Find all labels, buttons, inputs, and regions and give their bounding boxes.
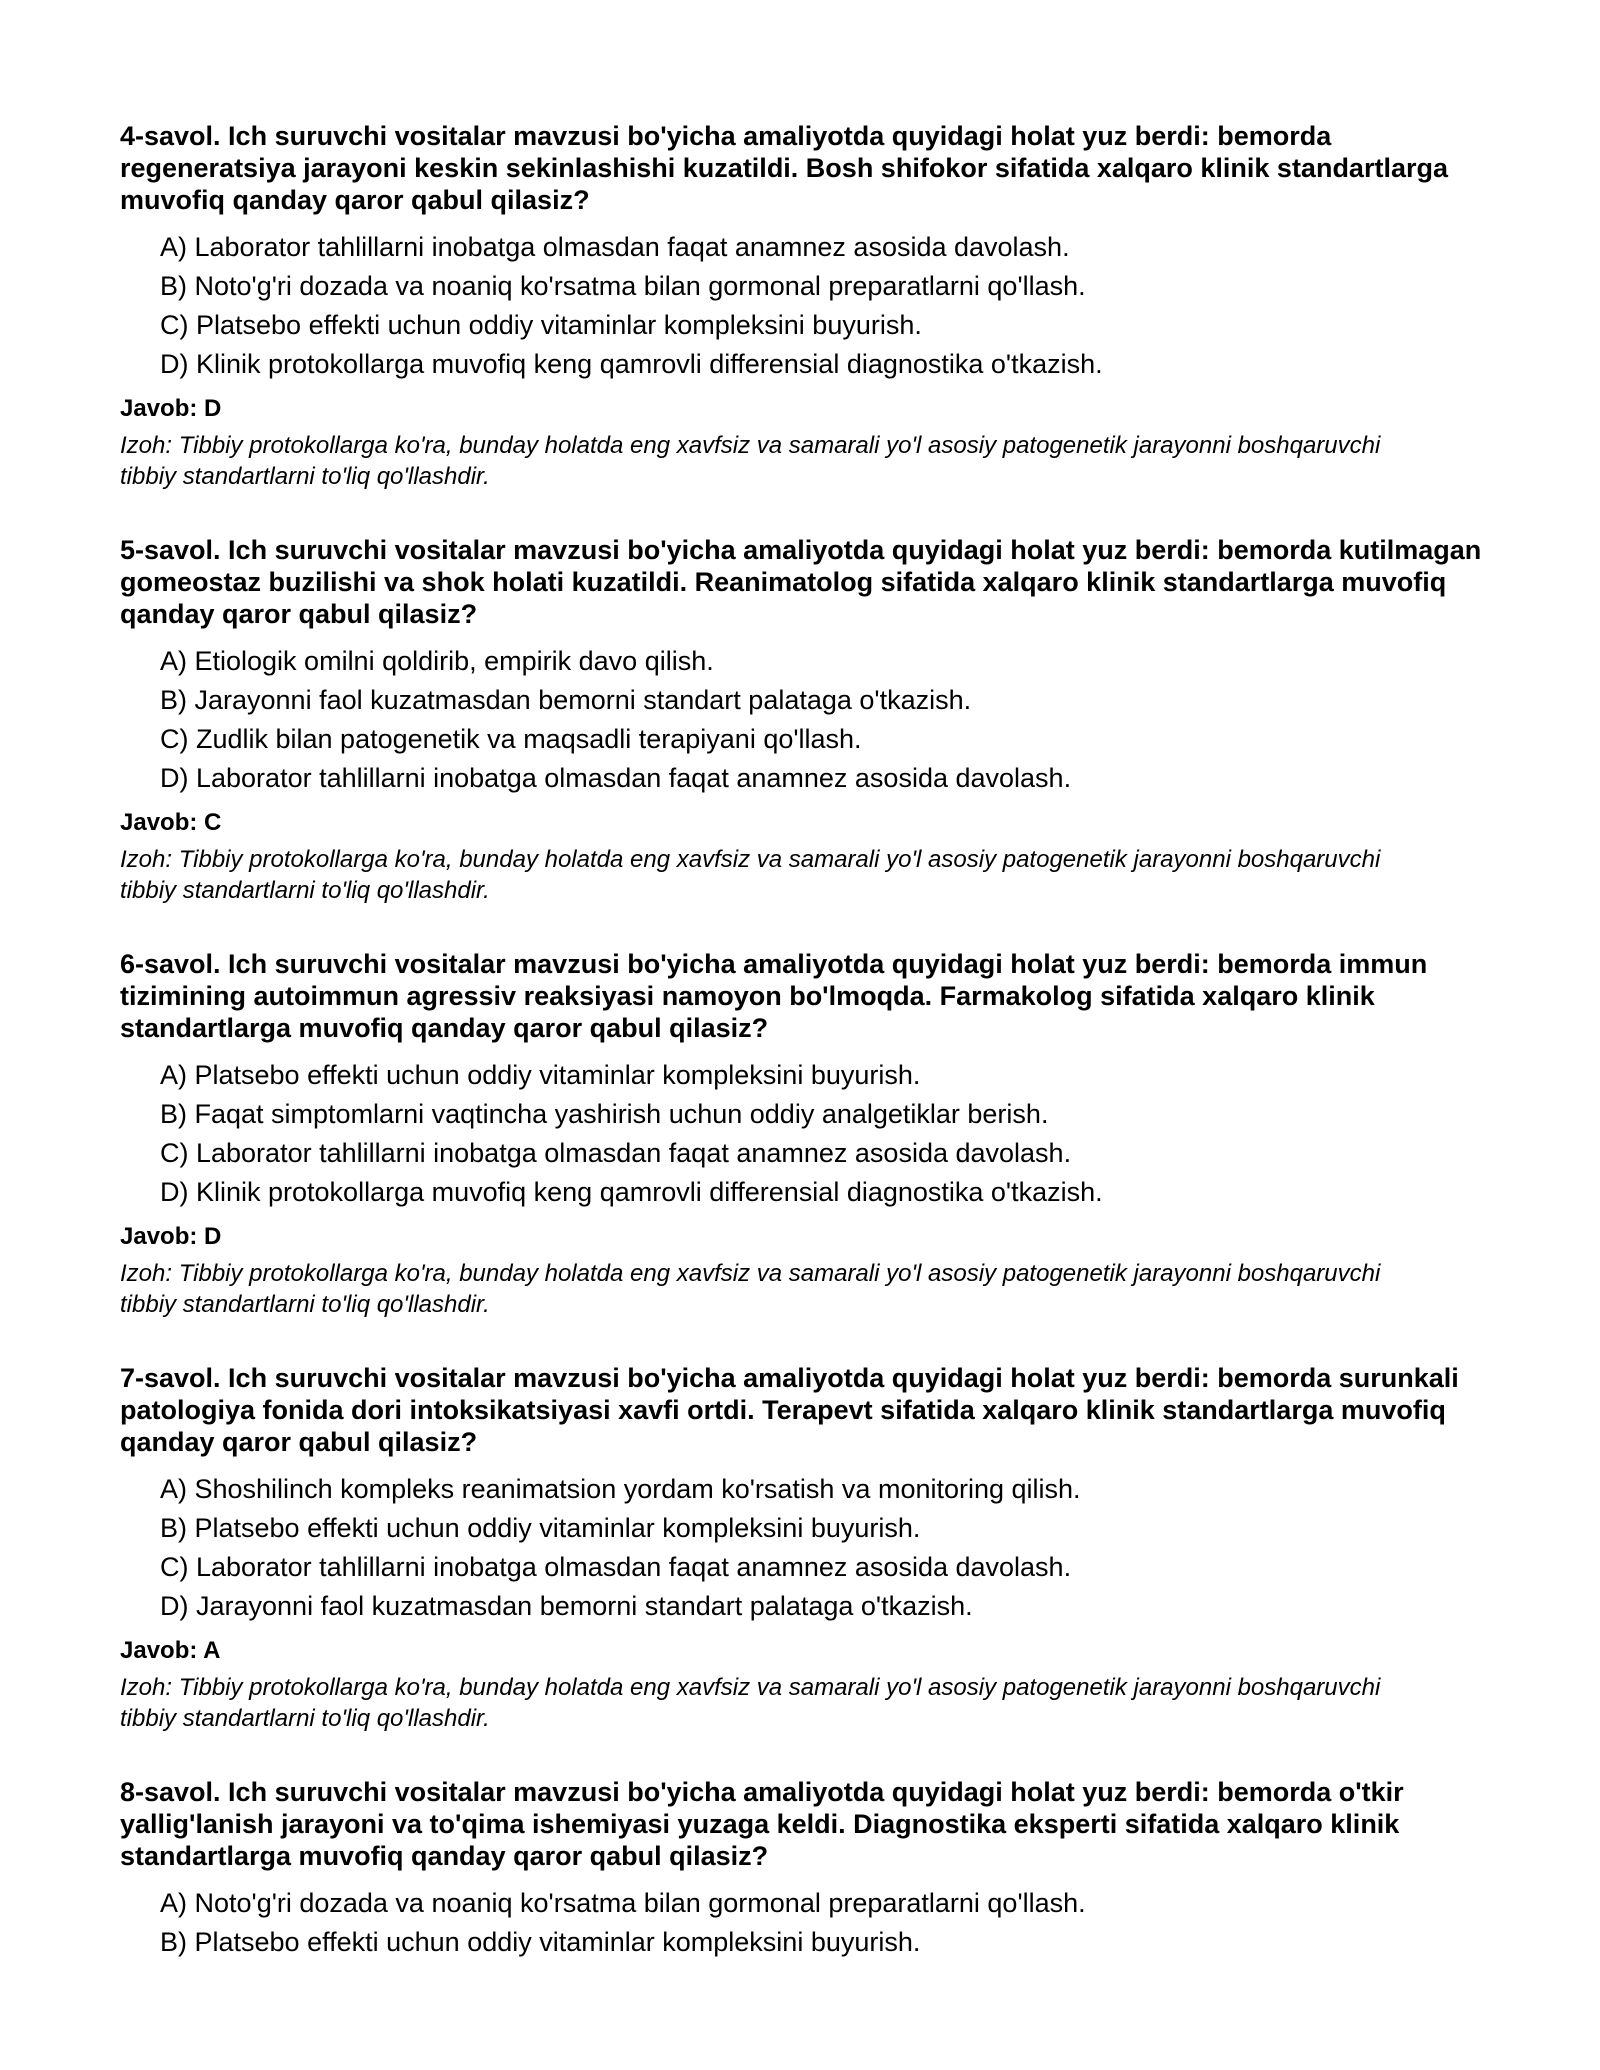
option-c: C) Laborator tahlillarni inobatga olmasdan faqat anamnez asosida davolash. bbox=[160, 1138, 1072, 1168]
option-b: B) Platsebo effekti uchun oddiy vitaminlar kompleksini buyurish. bbox=[160, 1513, 921, 1543]
options-list bbox=[120, 1056, 1480, 1212]
option-b: B) Faqat simptomlarni vaqtincha yashirish uchun oddiy analgetiklar berish. bbox=[160, 1099, 1049, 1129]
answer-label: Javob: D bbox=[120, 395, 222, 422]
question-text: 4-savol. Ich suruvchi vositalar mavzusi bo'yicha amaliyotda quyidagi holat yuz berdi: bemorda regeneratsiya jarayoni keskin sekinlashishi kuzatildi. Bosh shifokor sifatida xalqaro klinik standartlarga muvofiq qanday qaror qabul qilasiz? bbox=[120, 121, 1448, 215]
option-a: A) Shoshilinch kompleks reanimatsion yordam ko'rsatish va monitoring qilish. bbox=[160, 1474, 1081, 1504]
answer-label: Javob: D bbox=[120, 1223, 222, 1250]
options-list bbox=[120, 642, 1480, 798]
option-c: C) Laborator tahlillarni inobatga olmasdan faqat anamnez asosida davolash. bbox=[160, 1552, 1072, 1582]
options-list bbox=[120, 1884, 1480, 1962]
question-5 bbox=[120, 534, 1480, 906]
explanation-note: Izoh: Tibbiy protokollarga ko'ra, bunday holatda eng xavfsiz va samarali yo'l asosiy patogenetik jarayonni boshqaruvchi tibbiy standartlarni to'liq qo'llashdir. bbox=[120, 432, 1381, 490]
options-list bbox=[120, 1470, 1480, 1626]
question-text: 7-savol. Ich suruvchi vositalar mavzusi bo'yicha amaliyotda quyidagi holat yuz berdi: bemorda surunkali patologiya fonida dori intoksikatsiyasi xavfi ortdi. Terapevt sifatida xalqaro klinik standartlarga muvofiq qanday qaror qabul qilasiz? bbox=[120, 1363, 1459, 1457]
question-text: 8-savol. Ich suruvchi vositalar mavzusi bo'yicha amaliyotda quyidagi holat yuz berdi: bemorda o'tkir yallig'lanish jarayoni va to'qima ishemiyasi yuzaga keldi. Diagnostika eksperti sifatida xalqaro klinik standartlarga muvofiq qanday qaror qabul qilasiz? bbox=[120, 1777, 1404, 1871]
answer-label: Javob: A bbox=[120, 1637, 221, 1664]
question-4 bbox=[120, 120, 1480, 492]
question-text: 6-savol. Ich suruvchi vositalar mavzusi bo'yicha amaliyotda quyidagi holat yuz berdi: bemorda immun tizimining autoimmun agressiv reaksiyasi namoyon bo'lmoqda. Farmakolog sifatida xalqaro klinik standartlarga muvofiq qanday qaror qabul qilasiz? bbox=[120, 949, 1428, 1043]
option-b: B) Jarayonni faol kuzatmasdan bemorni standart palataga o'tkazish. bbox=[160, 685, 972, 715]
option-b: B) Platsebo effekti uchun oddiy vitaminlar kompleksini buyurish. bbox=[160, 1927, 921, 1957]
explanation-note: Izoh: Tibbiy protokollarga ko'ra, bunday holatda eng xavfsiz va samarali yo'l asosiy patogenetik jarayonni boshqaruvchi tibbiy standartlarni to'liq qo'llashdir. bbox=[120, 1260, 1381, 1318]
options-list bbox=[120, 228, 1480, 384]
answer-label: Javob: C bbox=[120, 809, 222, 836]
question-7 bbox=[120, 1362, 1480, 1734]
option-a: A) Etiologik omilni qoldirib, empirik davo qilish. bbox=[160, 646, 714, 676]
option-b: B) Noto'g'ri dozada va noaniq ko'rsatma bilan gormonal preparatlarni qo'llash. bbox=[160, 271, 1086, 301]
option-d: D) Klinik protokollarga muvofiq keng qamrovli differensial diagnostika o'tkazish. bbox=[160, 349, 1103, 379]
explanation-note: Izoh: Tibbiy protokollarga ko'ra, bunday holatda eng xavfsiz va samarali yo'l asosiy patogenetik jarayonni boshqaruvchi tibbiy standartlarni to'liq qo'llashdir. bbox=[120, 1674, 1381, 1732]
option-d: D) Laborator tahlillarni inobatga olmasdan faqat anamnez asosida davolash. bbox=[160, 763, 1072, 793]
option-a: A) Platsebo effekti uchun oddiy vitaminlar kompleksini buyurish. bbox=[160, 1060, 921, 1090]
explanation-note: Izoh: Tibbiy protokollarga ko'ra, bunday holatda eng xavfsiz va samarali yo'l asosiy patogenetik jarayonni boshqaruvchi tibbiy standartlarni to'liq qo'llashdir. bbox=[120, 846, 1381, 904]
option-d: D) Klinik protokollarga muvofiq keng qamrovli differensial diagnostika o'tkazish. bbox=[160, 1177, 1103, 1207]
option-a: A) Laborator tahlillarni inobatga olmasdan faqat anamnez asosida davolash. bbox=[160, 232, 1070, 262]
question-8 bbox=[120, 1776, 1480, 1962]
option-d: D) Jarayonni faol kuzatmasdan bemorni standart palataga o'tkazish. bbox=[160, 1591, 973, 1621]
question-6 bbox=[120, 948, 1480, 1320]
option-a: A) Noto'g'ri dozada va noaniq ko'rsatma bilan gormonal preparatlarni qo'llash. bbox=[160, 1888, 1086, 1918]
option-c: C) Zudlik bilan patogenetik va maqsadli terapiyani qo'llash. bbox=[160, 724, 862, 754]
question-text: 5-savol. Ich suruvchi vositalar mavzusi bo'yicha amaliyotda quyidagi holat yuz berdi: bemorda kutilmagan gomeostaz buzilishi va shok holati kuzatildi. Reanimatolog sifatida xalqaro klinik standartlarga muvofiq qanday qaror qabul qilasiz? bbox=[120, 535, 1482, 629]
option-c: C) Platsebo effekti uchun oddiy vitaminlar kompleksini buyurish. bbox=[160, 310, 922, 340]
